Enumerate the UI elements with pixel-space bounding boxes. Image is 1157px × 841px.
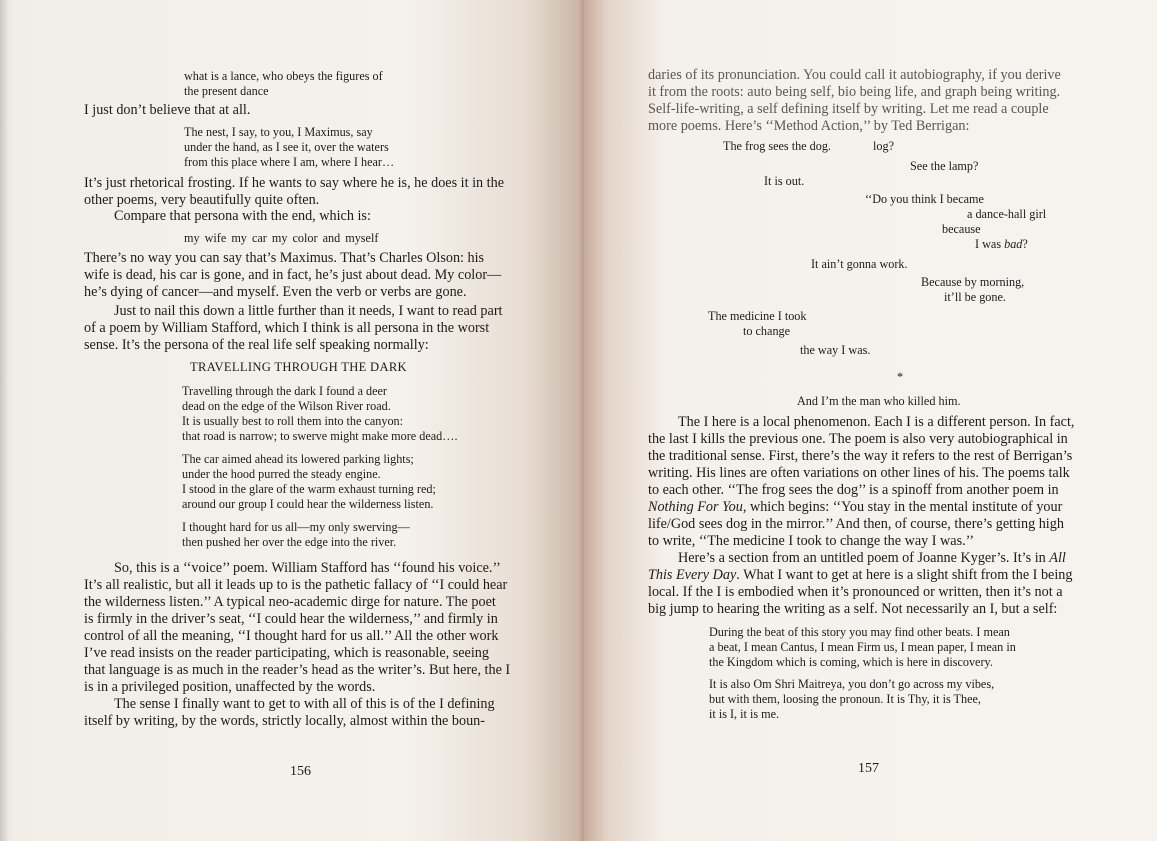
text-line: itself by writing, by the words, strictly locally, almost within the boun- xyxy=(84,713,486,729)
verse-line: from this place where I am, where I hear… xyxy=(184,155,395,169)
paragraph: I just don’t believe that at all. xyxy=(84,102,251,118)
verse-line: under the hand, as I see it, over the waters xyxy=(184,140,389,154)
text-line: the last I kills the previous one. The poem is also very autobiographical in xyxy=(648,431,1068,447)
verse-line: because xyxy=(942,222,981,236)
verse-line: to change xyxy=(743,324,791,338)
text-line: of a poem by William Stafford, which I think is all persona in the worst xyxy=(84,320,490,336)
paragraph xyxy=(84,696,495,730)
verse-line: It ain’t gonna work. xyxy=(811,257,908,271)
verse-line: it is I, it is me. xyxy=(709,707,780,721)
text-line: Self-life-writing, a self defining itself by writing. Let me read a couple xyxy=(648,101,1049,117)
text-line xyxy=(648,567,1072,584)
text-line: the wilderness listen.’’ A typical neo-academic dirge for nature. The poet xyxy=(84,594,496,610)
text-line: It’s all realistic, but all it leads up to is the pathetic fallacy of ‘‘I could hear xyxy=(84,577,508,593)
verse-line: See the lamp? xyxy=(910,159,979,173)
text-line: So, this is a ‘‘voice’’ poem. William Stafford has ‘‘found his voice.’’ xyxy=(114,560,501,576)
text-line: control of all the meaning, ‘‘I thought hard for us all.’’ All the other work xyxy=(84,628,499,644)
text-line: Just to nail this down a little further than it needs, I want to read part xyxy=(114,303,503,319)
verse-text: I was xyxy=(975,237,1005,251)
verse-line xyxy=(975,237,1028,252)
paragraph xyxy=(84,560,510,696)
text-line: it from the roots: auto being self, bio being life, and graph being writing. xyxy=(648,84,1061,100)
verse-line: what is a lance, who obeys the figures of xyxy=(184,69,383,83)
verse-line: ‘‘Do you think I became xyxy=(865,192,984,206)
text-line: he’s dying of cancer—and myself. Even the verb or verbs are gone. xyxy=(84,284,467,300)
quote-olson-end: my wife my car my color and myself xyxy=(184,231,379,245)
verse-line: log? xyxy=(873,139,894,153)
book-title: All xyxy=(1049,550,1066,566)
paragraph xyxy=(84,175,504,209)
verse-line: a beat, I mean Cantus, I mean Firm us, I mean paper, I mean in xyxy=(709,640,1016,654)
verse-italic: bad xyxy=(1004,237,1023,251)
verse-line: the present dance xyxy=(184,84,269,98)
verse-line: I thought hard for us all—my only swerving— xyxy=(182,520,410,534)
verse-line: the way I was. xyxy=(800,343,871,357)
section-break: * xyxy=(897,370,904,384)
text-line: more poems. Here’s ‘‘Method Action,’’ by Ted Berrigan: xyxy=(648,118,970,134)
right-page xyxy=(584,0,1157,841)
page-number: 157 xyxy=(858,761,879,776)
poem-stanza xyxy=(182,520,410,550)
verse-line: Travelling through the dark I found a deer xyxy=(182,384,387,398)
quote-maximus xyxy=(184,125,394,170)
verse-line: I stood in the glare of the warm exhaust turning red; xyxy=(182,482,436,496)
verse-line: It is usually best to roll them into the canyon: xyxy=(182,414,404,428)
paragraph xyxy=(648,550,1072,618)
verse-line: but with them, loosing the pronoun. It is Thy, it is Thee, xyxy=(709,692,981,706)
book-title: This Every Day xyxy=(648,567,737,583)
text-span: Here’s a section from an untitled poem of Joanne Kyger’s. It’s in xyxy=(678,550,1050,566)
quote-kyger xyxy=(709,677,994,722)
verse-line: around our group I could hear the wilderness listen. xyxy=(182,497,434,511)
text-line: big jump to hearing the writing as a self. Not necessarily an I, but a self: xyxy=(648,601,1058,617)
text-line: There’s no way you can say that’s Maximus. That’s Charles Olson: his xyxy=(84,250,485,266)
verse-line: The car aimed ahead its lowered parking lights; xyxy=(182,452,414,466)
verse-line: The nest, I say, to you, I Maximus, say xyxy=(184,125,373,139)
verse-line: It is also Om Shri Maitreya, you don’t go across my vibes, xyxy=(709,677,995,691)
verse-line: it’ll be gone. xyxy=(944,290,1006,304)
text-line: the traditional sense. First, there’s the way it refers to the rest of Berrigan’s xyxy=(648,448,1073,464)
paragraph xyxy=(84,250,501,301)
quote-kyger xyxy=(709,625,1016,670)
paragraph: Compare that persona with the end, which is: xyxy=(114,208,371,224)
text-span: . What I want to get at here is a slight shift from the I being xyxy=(736,567,1073,583)
text-line xyxy=(648,550,1072,567)
poem-stanza xyxy=(182,452,436,512)
verse-line: During the beat of this story you may find other beats. I mean xyxy=(709,625,1010,639)
text-line: life/God sees dog in the mirror.’’ And then, of course, there’s getting high xyxy=(648,516,1064,532)
paragraph xyxy=(648,414,1074,550)
paragraph xyxy=(648,67,1061,135)
text-line: I’ve read insists on the reader participating, which is reasonable, seeing xyxy=(84,645,489,661)
text-line xyxy=(648,499,1074,516)
verse-line: The medicine I took xyxy=(708,309,807,323)
verse-line: The frog sees the dog. xyxy=(723,139,831,153)
verse-line: that road is narrow; to swerve might make more dead…. xyxy=(182,429,458,443)
text-line: It’s just rhetorical frosting. If he wants to say where he is, he does it in the xyxy=(84,175,505,191)
text-line: other poems, very beautifully quite often. xyxy=(84,192,320,208)
verse-line: It is out. xyxy=(764,174,805,188)
verse-line: under the hood purred the steady engine. xyxy=(182,467,381,481)
book-title: Nothing For You xyxy=(648,499,743,515)
text-line: to each other. ‘‘The frog sees the dog’’ is a spinoff from another poem in xyxy=(648,482,1059,498)
text-line: is firmly in the driver’s seat, ‘‘I could hear the wilderness,’’ and firmly in xyxy=(84,611,498,627)
page-number: 156 xyxy=(290,764,311,779)
text-span: , which begins: ‘‘You stay in the mental institute of your xyxy=(742,499,1063,515)
verse-line: And I’m the man who killed him. xyxy=(797,394,961,408)
page-edge xyxy=(0,0,14,841)
verse-line: Because by morning, xyxy=(921,275,1025,289)
text-line: The I here is a local phenomenon. Each I is a different person. In fact, xyxy=(678,414,1075,430)
quote-lance xyxy=(184,69,383,99)
verse-line: the Kingdom which is coming, which is here in discovery. xyxy=(709,655,993,669)
text-line: wife is dead, his car is gone, and in fact, he’s just about dead. My color— xyxy=(84,267,502,283)
verse-line: dead on the edge of the Wilson River road. xyxy=(182,399,391,413)
text-line: sense. It’s the persona of the real life self speaking normally: xyxy=(84,337,429,353)
text-line: daries of its pronunciation. You could call it autobiography, if you derive xyxy=(648,67,1061,83)
text-line: that language is as much in the reader’s head as the writer’s. But here, the I xyxy=(84,662,511,678)
paragraph xyxy=(84,303,503,354)
poem-title: TRAVELLING THROUGH THE DARK xyxy=(190,360,407,374)
text-line: is in a privileged position, unaffected by the words. xyxy=(84,679,376,695)
poem-stanza xyxy=(182,384,458,444)
text-line: to write, ‘‘The medicine I took to change the way I was.’’ xyxy=(648,533,975,549)
text-line: local. If the I is embodied when it’s pronounced or written, then it’s not a xyxy=(648,584,1063,600)
text-line: The sense I finally want to get to with all of this is of the I defining xyxy=(114,696,495,712)
verse-line: then pushed her over the edge into the river. xyxy=(182,535,397,549)
verse-line: a dance-hall girl xyxy=(967,207,1047,221)
text-line: writing. His lines are often variations on other lines of his. The poems talk xyxy=(648,465,1070,481)
verse-text: ? xyxy=(1022,237,1028,251)
